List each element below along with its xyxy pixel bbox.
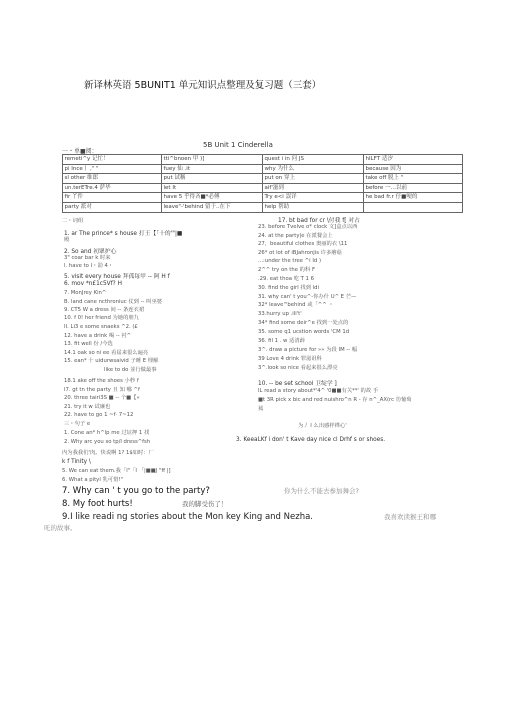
vocab-cell: before 一…以前	[364, 183, 463, 193]
phrase-line: II. Li3 e some snaeks ^2. (£	[64, 324, 138, 330]
phrase-line: 14.1 oak so ni ee 看届来很么遍亮	[64, 350, 149, 356]
sentence-line: ■t 3R pick x bic and red nuishro^n R - 存 n^_AX(rc 彷葡萄	[258, 397, 412, 403]
vocab-table	[62, 154, 463, 213]
vocab-cell: put on 穿上	[263, 174, 364, 184]
phrase-line: ...:under the tree ^i Id )	[258, 258, 322, 264]
sentence-line: 1. Cone an* h^lp me 过证押 1 找	[64, 430, 150, 436]
phrase-line: 23. before Tvelve o* clock 文]盒点以西	[258, 224, 358, 230]
phrase-line: 20. three tairi3S ■ -- 个■【«	[64, 395, 140, 401]
sentence-7-translation: 你为什么不能去参加舞会?	[284, 487, 359, 495]
phrase-line: 33.hurry up .ili't'	[258, 311, 302, 317]
vocab-cell: help 帮助	[263, 202, 364, 212]
phrase-line: 10. f 0! her friend 为她的朋九	[64, 315, 139, 321]
sentence-9-translation: 我喜欢读猴王和哪	[384, 513, 436, 521]
sentence-line: 内为我我们'肉。快说啊 1? 1$如时：厂	[62, 450, 154, 456]
vocab-row	[63, 164, 463, 174]
phrase-line: I. have to I・劭 4・	[64, 263, 114, 269]
phrase-line: 殿	[64, 237, 70, 243]
phrase-line: 7. MonJrey Kin^	[64, 290, 107, 296]
phrase-line: 1. ar The prince* s house 打王【「十的'"|■	[64, 231, 183, 237]
sentence-line: 6. What a pityl 乳可惜!"	[62, 477, 123, 483]
sentence-9-translation-cont: 吒的故事。	[44, 524, 77, 532]
vocab-cell: let It	[162, 183, 263, 193]
phrase-line: 24. at the party|e 在派餐会上	[258, 233, 333, 239]
phrase-line: 26* ot lot of iBJahronjis 许多蘑菇	[258, 250, 342, 256]
phrase-line: 17. bt bad for cr \付我 f[ 对占	[278, 218, 360, 224]
phrase-line: 32* leave"'behind 或「^^ ・	[258, 302, 334, 308]
vocab-cell: why 为什么	[263, 164, 364, 174]
vocab-cell: have 5 乎得吝■*必傅	[162, 193, 263, 203]
sentence-line: 3. KeeaLKf i don' t Kave day nice cl Drhf s or shoes.	[236, 437, 386, 443]
vocab-row	[63, 202, 463, 212]
vocab-cell: fuey 仙 .it	[162, 164, 263, 174]
phrase-line: 39 Love 4 drink 罪滋诅科	[258, 356, 322, 362]
phrase-line: 18.1 ake off the shoes 小秒 f	[64, 378, 139, 384]
phrase-line: 31. why can' t you^-你办什 U^ E 芒—	[258, 294, 357, 300]
phrase-line: B. land cane ncthroniuc 仗到 -- 叫巫婆	[64, 299, 163, 305]
sentence-line: 5. We can eat them.我「l"「I 「|■■J "ff |]	[62, 468, 171, 474]
phrase-line: 21. try it w 试廉也	[64, 404, 111, 410]
vocab-cell: Try e<i 誤详	[263, 193, 364, 203]
phrases-header: 二・词组	[62, 218, 84, 224]
sentence-7: 7. Why can ' t you go to the party?	[62, 486, 210, 496]
sentence-line: IL read a story about*'4^ '0■■有关**' 的故 手	[258, 388, 379, 394]
phrase-line: 10. -- be set school 卫绽学 ]	[258, 381, 337, 387]
phrase-line: 15. ean* 十 uidurwsaivid 子睡 E 埋解	[64, 358, 159, 364]
page-title: 新译林英语 5BUNIT1 单元知识点整理及复习题（三套）	[84, 80, 322, 91]
vocab-row	[63, 155, 463, 165]
phrase-line: 9. CT5 W a dress 间 -- 条连衣裙	[64, 307, 145, 313]
sentence-8-translation: 我的脚受伤了！	[182, 500, 228, 508]
sentence-line: 2. Why arc you so tp/l dress^fsh	[64, 439, 151, 445]
phrase-line: 5. visit every house 拜孤毎甲 -- 阿 H f	[64, 274, 170, 280]
phrase-line: I7. gt tn the party 且 知 哪 ^f	[64, 387, 140, 393]
sentence-line: k f Tinity \	[62, 459, 91, 465]
vocab-cell: aif'滋到	[263, 183, 364, 193]
phrase-line: 2^^ try on the 的科 F	[258, 267, 315, 273]
vocab-cell: pi Ince丨 ," "	[63, 164, 162, 174]
phrase-line: 3^.look so nice 看起来很么漂亮	[258, 365, 338, 371]
phrase-line: 3^. draw a picture for »» 为段 IM -- 幅	[258, 347, 358, 353]
sentence-line: 菰	[258, 406, 264, 412]
vocab-row	[63, 174, 463, 184]
vocab-cell: party 派对	[63, 202, 162, 212]
phrase-line: 3" coar bar k 时来	[64, 255, 111, 261]
phrase-line: 22. have to go 1 ~f· 7~12	[64, 412, 134, 418]
vocab-cell: fir 丫件	[63, 193, 162, 203]
vocab-cell: remeti^y 记忙！	[63, 155, 162, 165]
phrase-line: 35. some q1 ucstion words 'CM 1d	[258, 329, 350, 335]
vocab-row	[63, 193, 463, 203]
sentences-header: 三・句子 e	[64, 421, 91, 427]
phrase-line: 2. So and 初眾护心	[64, 249, 117, 255]
vocab-cell: leave"-'behind 留于..在下	[162, 202, 263, 212]
vocab-cell: tti^bnoen 甲 )]	[162, 155, 263, 165]
vocab-cell	[364, 202, 463, 212]
phrase-line: 36. fil 1 . w 适清薜	[258, 338, 305, 344]
sentence-8: 8. My foot hurts!	[62, 499, 133, 509]
section-vocab-header: 一・单■阅：	[62, 148, 98, 155]
phrase-line: 6. mov *n£1c5Vf? H	[64, 281, 122, 287]
unit-title: 5B Unit 1 Cinderella	[203, 141, 273, 149]
vocab-cell: sl other 维郎	[63, 174, 162, 184]
phrase-line: 30. find the girl 找到 ldi	[258, 285, 319, 291]
vocab-row	[63, 183, 463, 193]
phrase-line: .29. eat thoa 吃 T 1 6	[258, 276, 314, 282]
sentence-9: 9.I like readi ng stories about the Mon key King and Nezha.	[62, 512, 314, 522]
phrase-line: like to do 並行做最事	[104, 367, 157, 373]
sentence-line: 为丿 I 么出感样桦心'	[298, 423, 347, 429]
phrase-line: 13. fit well 份 /今选	[64, 341, 113, 347]
vocab-cell: hILFT 适汐	[364, 155, 463, 165]
vocab-cell: quest i in 问 JS	[263, 155, 364, 165]
vocab-cell: because 因为	[364, 164, 463, 174]
vocab-cell: put 试稱	[162, 174, 263, 184]
phrase-line: 27，beautiful clothes 奥丽的衣 \11	[258, 241, 348, 247]
phrase-line: 34* find some deir^e 找到一处点的	[258, 320, 349, 326]
vocab-cell: he bad fr.r 仔■哽的	[364, 193, 463, 203]
vocab-cell: un.terETre.4 萨毕	[63, 183, 162, 193]
phrase-line: 12. have a drink 喝 -- 衬^	[64, 333, 132, 339]
vocab-cell: take off 脱上 "	[364, 174, 463, 184]
